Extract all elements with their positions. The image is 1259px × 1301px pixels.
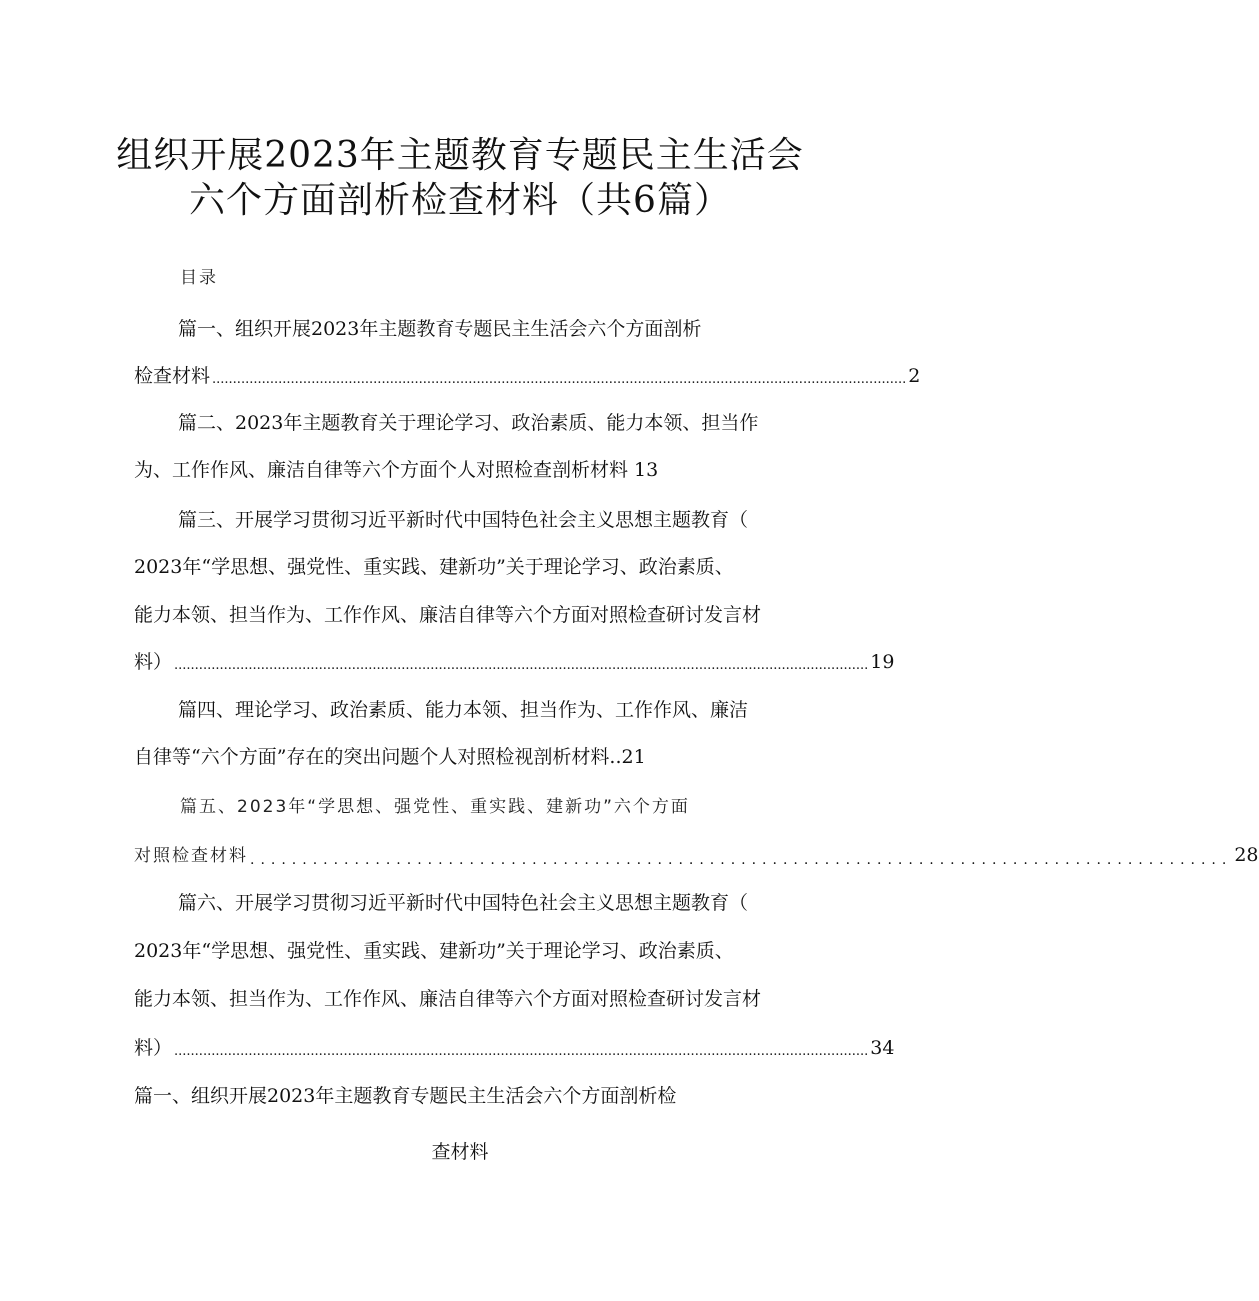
toc-heading: 目录 <box>180 268 218 288</box>
toc-entry-3-line-3: 能力本领、担当作为、工作作风、廉洁自律等六个方面对照检查研讨发言材 <box>134 604 762 626</box>
toc-entry-6-page: 34 <box>870 1037 895 1059</box>
toc-entry-1-last-text: 检查材料 <box>134 365 211 387</box>
section-heading-line-1: 篇一、组织开展2023年主题教育专题民主生活会六个方面剖析检 <box>134 1085 677 1107</box>
toc-entry-5-dots: .............................................................................................. <box>250 852 1233 868</box>
toc-entry-6-line-3: 能力本领、担当作为、工作作风、廉洁自律等六个方面对照检查研讨发言材 <box>134 988 762 1010</box>
toc-entry-6-line-2: 2023年“学思想、强党性、重实践、建新功”关于理论学习、政治素质、 <box>134 940 734 962</box>
toc-entry-1-dots: ........................................................................................................................................................................ <box>212 372 907 387</box>
toc-entry-5-last-text: 对照检查材料 <box>134 846 248 866</box>
toc-entry-1-leader[interactable] <box>134 361 921 391</box>
document-title-line-1: 组织开展2023年主题教育专题民主生活会 <box>116 135 804 176</box>
toc-entry-3-line-1: 篇三、开展学习贯彻习近平新时代中国特色社会主义思想主题教育（ <box>178 509 749 531</box>
section-heading-line-2: 查材料 <box>431 1141 489 1163</box>
toc-entry-5-page: 28 <box>1234 844 1259 866</box>
toc-entry-2-last-text[interactable]: 为、工作作风、廉洁自律等六个方面个人对照检查剖析材料 13 <box>134 459 659 481</box>
toc-entry-3-page: 19 <box>870 651 895 673</box>
toc-entry-6-dots: ........................................................................................................................................................................ <box>174 1044 869 1059</box>
toc-entry-3-line-2: 2023年“学思想、强党性、重实践、建新功”关于理论学习、政治素质、 <box>134 556 734 578</box>
toc-entry-1-line-1: 篇一、组织开展2023年主题教育专题民主生活会六个方面剖析 <box>178 318 702 340</box>
toc-entry-6-leader[interactable] <box>134 1033 895 1063</box>
toc-entry-6-line-1: 篇六、开展学习贯彻习近平新时代中国特色社会主义思想主题教育（ <box>178 892 749 914</box>
toc-entry-4-last-text[interactable]: 自律等“六个方面”存在的突出问题个人对照检视剖析材料..21 <box>134 746 646 768</box>
toc-entry-3-last-text: 料） <box>134 651 173 673</box>
toc-entry-4-line-1: 篇四、理论学习、政治素质、能力本领、担当作为、工作作风、廉洁 <box>178 699 749 721</box>
document-title-line-2: 六个方面剖析检查材料（共6篇） <box>189 180 731 221</box>
toc-entry-5-line-1: 篇五、2023年“学思想、强党性、重实践、建新功”六个方面 <box>180 797 690 817</box>
toc-entry-3-dots: ........................................................................................................................................................................ <box>174 658 869 673</box>
toc-entry-3-leader[interactable] <box>134 647 895 677</box>
toc-entry-6-last-text: 料） <box>134 1037 173 1059</box>
toc-entry-2-line-1: 篇二、2023年主题教育关于理论学习、政治素质、能力本领、担当作 <box>178 412 759 434</box>
toc-entry-1-page: 2 <box>908 365 921 387</box>
toc-entry-5-leader[interactable] <box>134 840 1259 871</box>
